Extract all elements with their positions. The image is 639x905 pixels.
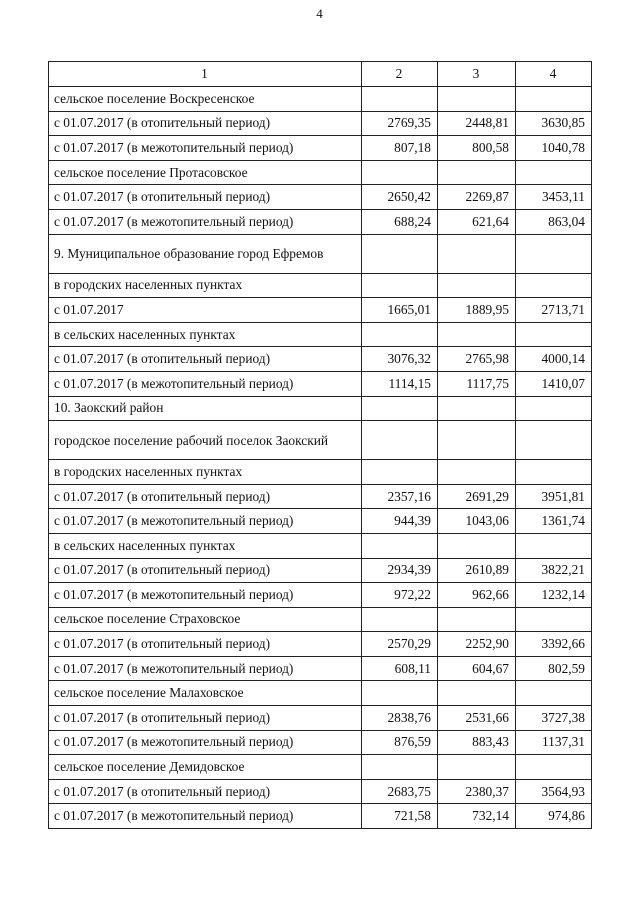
value-col-4 (516, 322, 592, 347)
table-row (49, 209, 592, 234)
value-col-2: 2650,42 (362, 185, 438, 210)
row-label: сельское поселение Протасовское (49, 160, 362, 185)
value-col-2: 876,59 (362, 730, 438, 755)
value-col-4: 4000,14 (516, 347, 592, 372)
row-label: с 01.07.2017 (в отопительный период) (49, 706, 362, 731)
table-row (49, 484, 592, 509)
row-label: сельское поселение Страховское (49, 607, 362, 632)
value-col-2: 2838,76 (362, 706, 438, 731)
value-col-2: 2683,75 (362, 779, 438, 804)
value-col-2 (362, 322, 438, 347)
row-label: городское поселение рабочий поселок Заокский (49, 421, 362, 460)
value-col-4 (516, 533, 592, 558)
value-col-3: 2448,81 (438, 111, 516, 136)
table-row (49, 632, 592, 657)
value-col-3: 962,66 (438, 583, 516, 608)
table-row (49, 706, 592, 731)
row-label: с 01.07.2017 (в отопительный период) (49, 111, 362, 136)
table-row (49, 136, 592, 161)
value-col-4: 1040,78 (516, 136, 592, 161)
value-col-2 (362, 607, 438, 632)
table-header-row (49, 62, 592, 87)
table-row (49, 755, 592, 780)
value-col-3: 1117,75 (438, 371, 516, 396)
value-col-3 (438, 681, 516, 706)
value-col-4: 1410,07 (516, 371, 592, 396)
value-col-3 (438, 396, 516, 421)
table-row (49, 234, 592, 273)
value-col-3: 2252,90 (438, 632, 516, 657)
value-col-2 (362, 234, 438, 273)
value-col-3: 800,58 (438, 136, 516, 161)
page-number: 4 (316, 6, 323, 21)
value-col-4 (516, 421, 592, 460)
table-body (49, 87, 592, 829)
value-col-4 (516, 396, 592, 421)
value-col-3: 1889,95 (438, 298, 516, 323)
value-col-2 (362, 273, 438, 298)
value-col-4: 1137,31 (516, 730, 592, 755)
value-col-2 (362, 681, 438, 706)
header-cell-2: 2 (362, 62, 438, 87)
value-col-3 (438, 755, 516, 780)
value-col-2 (362, 460, 438, 485)
table-row (49, 298, 592, 323)
row-label: с 01.07.2017 (в отопительный период) (49, 185, 362, 210)
table-row (49, 322, 592, 347)
row-label: с 01.07.2017 (в отопительный период) (49, 347, 362, 372)
row-label: с 01.07.2017 (в отопительный период) (49, 632, 362, 657)
value-col-4: 1232,14 (516, 583, 592, 608)
value-col-4 (516, 234, 592, 273)
row-label: с 01.07.2017 (в межотопительный период) (49, 804, 362, 829)
value-col-2 (362, 533, 438, 558)
row-label: с 01.07.2017 (в отопительный период) (49, 779, 362, 804)
row-label: в городских населенных пунктах (49, 460, 362, 485)
value-col-4: 3822,21 (516, 558, 592, 583)
value-col-3: 621,64 (438, 209, 516, 234)
header-cell-3: 3 (438, 62, 516, 87)
value-col-2: 2357,16 (362, 484, 438, 509)
row-label: в городских населенных пунктах (49, 273, 362, 298)
value-col-3: 2610,89 (438, 558, 516, 583)
value-col-4: 1361,74 (516, 509, 592, 534)
table-row (49, 273, 592, 298)
table-row (49, 160, 592, 185)
table-row (49, 421, 592, 460)
value-col-4: 3392,66 (516, 632, 592, 657)
row-label: 9. Муниципальное образование город Ефремов (49, 234, 362, 273)
value-col-4 (516, 607, 592, 632)
row-label: в сельских населенных пунктах (49, 322, 362, 347)
table-row (49, 371, 592, 396)
tariff-table (48, 61, 592, 829)
row-label: с 01.07.2017 (в отопительный период) (49, 558, 362, 583)
value-col-2: 944,39 (362, 509, 438, 534)
value-col-2: 688,24 (362, 209, 438, 234)
value-col-4: 3727,38 (516, 706, 592, 731)
table-row (49, 804, 592, 829)
value-col-4 (516, 460, 592, 485)
value-col-3: 732,14 (438, 804, 516, 829)
row-label: с 01.07.2017 (в межотопительный период) (49, 209, 362, 234)
row-label: 10. Заокский район (49, 396, 362, 421)
value-col-3 (438, 273, 516, 298)
value-col-2: 972,22 (362, 583, 438, 608)
value-col-4: 863,04 (516, 209, 592, 234)
row-label: с 01.07.2017 (49, 298, 362, 323)
row-label: в сельских населенных пунктах (49, 533, 362, 558)
row-label: с 01.07.2017 (в межотопительный период) (49, 730, 362, 755)
value-col-4: 3951,81 (516, 484, 592, 509)
table-row (49, 779, 592, 804)
value-col-2 (362, 160, 438, 185)
value-col-4 (516, 273, 592, 298)
value-col-2: 807,18 (362, 136, 438, 161)
value-col-3 (438, 234, 516, 273)
value-col-2 (362, 755, 438, 780)
value-col-4 (516, 87, 592, 112)
value-col-4: 3630,85 (516, 111, 592, 136)
value-col-3: 2765,98 (438, 347, 516, 372)
table-row (49, 396, 592, 421)
value-col-4 (516, 681, 592, 706)
value-col-3 (438, 160, 516, 185)
value-col-3: 2531,66 (438, 706, 516, 731)
value-col-2: 608,11 (362, 656, 438, 681)
value-col-3 (438, 421, 516, 460)
value-col-3 (438, 533, 516, 558)
value-col-4: 3453,11 (516, 185, 592, 210)
value-col-3: 883,43 (438, 730, 516, 755)
value-col-3: 1043,06 (438, 509, 516, 534)
value-col-4 (516, 160, 592, 185)
table-row (49, 347, 592, 372)
value-col-4: 3564,93 (516, 779, 592, 804)
table-row (49, 509, 592, 534)
row-label: с 01.07.2017 (в межотопительный период) (49, 509, 362, 534)
table-row (49, 681, 592, 706)
table-row (49, 185, 592, 210)
value-col-2 (362, 421, 438, 460)
value-col-2: 2934,39 (362, 558, 438, 583)
header-cell-1: 1 (49, 62, 362, 87)
table-row (49, 533, 592, 558)
table-row (49, 87, 592, 112)
value-col-2: 2769,35 (362, 111, 438, 136)
value-col-4 (516, 755, 592, 780)
value-col-4: 802,59 (516, 656, 592, 681)
table-row (49, 607, 592, 632)
table-row (49, 730, 592, 755)
value-col-3 (438, 322, 516, 347)
value-col-2 (362, 396, 438, 421)
table-row (49, 583, 592, 608)
table-row (49, 460, 592, 485)
row-label: сельское поселение Воскресенское (49, 87, 362, 112)
row-label: с 01.07.2017 (в межотопительный период) (49, 371, 362, 396)
value-col-4: 974,86 (516, 804, 592, 829)
value-col-2: 1665,01 (362, 298, 438, 323)
row-label: с 01.07.2017 (в межотопительный период) (49, 656, 362, 681)
table-row (49, 656, 592, 681)
value-col-2: 1114,15 (362, 371, 438, 396)
value-col-3: 604,67 (438, 656, 516, 681)
value-col-2: 3076,32 (362, 347, 438, 372)
row-label: с 01.07.2017 (в межотопительный период) (49, 136, 362, 161)
row-label: сельское поселение Демидовское (49, 755, 362, 780)
value-col-3 (438, 460, 516, 485)
row-label: с 01.07.2017 (в межотопительный период) (49, 583, 362, 608)
value-col-2 (362, 87, 438, 112)
value-col-2: 721,58 (362, 804, 438, 829)
table-row (49, 558, 592, 583)
value-col-3: 2691,29 (438, 484, 516, 509)
value-col-3 (438, 87, 516, 112)
header-cell-4: 4 (516, 62, 592, 87)
table-row (49, 111, 592, 136)
value-col-3: 2269,87 (438, 185, 516, 210)
row-label: с 01.07.2017 (в отопительный период) (49, 484, 362, 509)
value-col-2: 2570,29 (362, 632, 438, 657)
row-label: сельское поселение Малаховское (49, 681, 362, 706)
value-col-4: 2713,71 (516, 298, 592, 323)
value-col-3 (438, 607, 516, 632)
value-col-3: 2380,37 (438, 779, 516, 804)
